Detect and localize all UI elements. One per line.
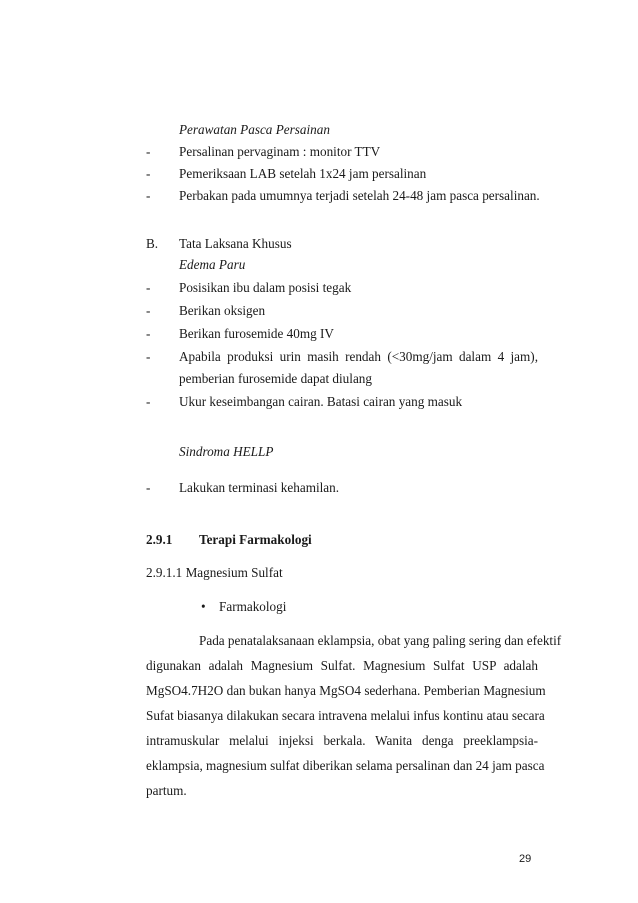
- page-number: 29: [519, 853, 532, 865]
- list-dash: -: [146, 303, 151, 318]
- paragraph-line: digunakan adalah Magnesium Sulfat. Magnesium Sulfat USP adalah: [146, 658, 538, 673]
- list-item: Pemeriksaan LAB setelah 1x24 jam persalinan: [179, 166, 427, 181]
- bullet-item: Farmakologi: [219, 599, 287, 614]
- list-dash: -: [146, 144, 151, 159]
- list-dash: -: [146, 349, 151, 364]
- list-item: Ukur keseimbangan cairan. Batasi cairan yang masuk: [179, 394, 463, 409]
- subheading-perawatan: Perawatan Pasca Persainan: [179, 122, 330, 137]
- list-dash: -: [146, 280, 151, 295]
- paragraph-line: partum.: [146, 783, 187, 798]
- list-dash: -: [146, 480, 151, 495]
- section-title: Tata Laksana Khusus: [179, 236, 292, 251]
- subheading-hellp: Sindroma HELLP: [179, 444, 274, 459]
- list-item: Perbakan pada umumnya terjadi setelah 24-48 jam pasca persalinan.: [179, 188, 540, 203]
- list-dash: -: [146, 326, 151, 341]
- list-item: Posisikan ibu dalam posisi tegak: [179, 280, 352, 295]
- list-item: Berikan furosemide 40mg IV: [179, 326, 334, 341]
- list-item: Berikan oksigen: [179, 303, 266, 318]
- list-item-continuation: pemberian furosemide dapat diulang: [179, 371, 372, 386]
- list-dash: -: [146, 166, 151, 181]
- list-dash: -: [146, 188, 151, 203]
- list-item: Apabila produksi urin masih rendah (<30mg/jam dalam 4 jam),: [179, 349, 538, 364]
- bullet-icon: •: [201, 599, 206, 614]
- subsection-title: 2.9.1.1 Magnesium Sulfat: [146, 565, 283, 580]
- section-number: 2.9.1: [146, 532, 173, 547]
- list-dash: -: [146, 394, 151, 409]
- paragraph-line: MgSO4.7H2O dan bukan hanya MgSO4 sederhana. Pemberian Magnesium: [146, 683, 546, 698]
- section-label: B.: [146, 236, 159, 251]
- list-item: Lakukan terminasi kehamilan.: [179, 480, 340, 495]
- paragraph-line: intramuskular melalui injeksi berkala. Wanita denga preeklampsia-: [146, 733, 538, 748]
- subheading-edema-paru: Edema Paru: [179, 257, 246, 272]
- paragraph-line: Pada penatalaksanaan eklampsia, obat yang paling sering dan efektif: [199, 633, 562, 648]
- section-title: Terapi Farmakologi: [199, 532, 312, 547]
- paragraph-line: Sufat biasanya dilakukan secara intravena melalui infus kontinu atau secara: [146, 708, 545, 723]
- list-item: Persalinan pervaginam : monitor TTV: [179, 144, 381, 159]
- paragraph-line: eklampsia, magnesium sulfat diberikan selama persalinan dan 24 jam pasca: [146, 758, 545, 773]
